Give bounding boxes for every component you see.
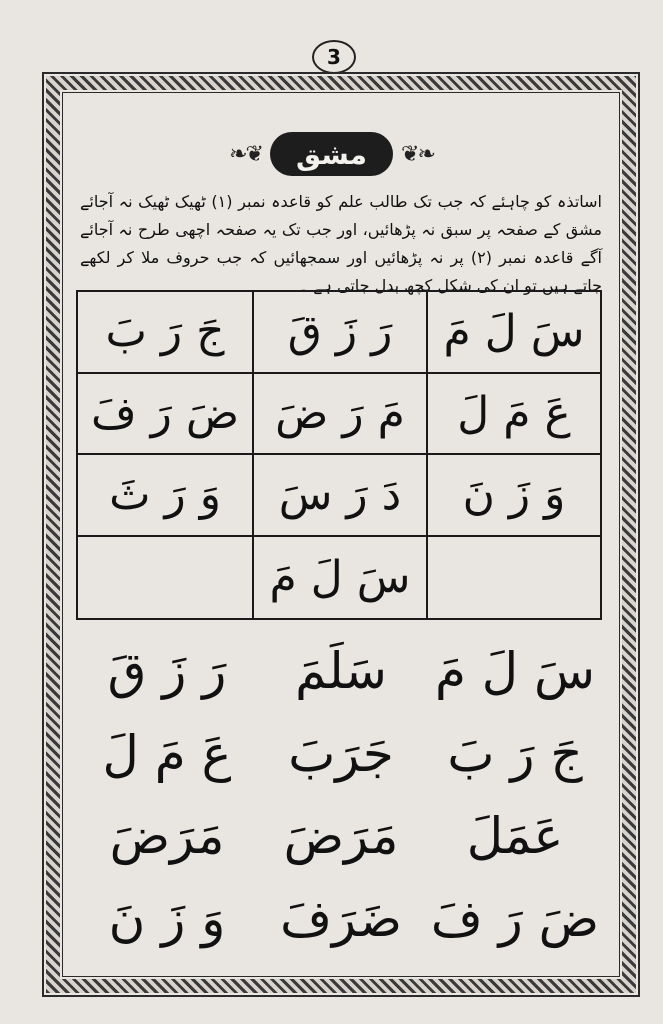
table-cell: سَ لَ مَ	[426, 292, 600, 374]
practice-word: مَرَضَ	[109, 807, 225, 866]
ornament-icon-right: ❦❧	[401, 141, 434, 167]
table-cell	[78, 537, 252, 619]
table-cell: وَ رَ ثَ	[78, 455, 252, 537]
page-number: 3	[312, 40, 356, 74]
practice-word: وَ زَ نَ	[108, 889, 226, 948]
table-cell: عَ مَ لَ	[426, 374, 600, 456]
practice-word: مَرَضَ	[283, 807, 399, 866]
table-cell: وَ زَ نَ	[426, 455, 600, 537]
table-cell: رَ زَ قَ	[252, 292, 426, 374]
table-cell: ضَ رَ فَ	[78, 374, 252, 456]
practice-word: رَ زَ قَ	[107, 642, 227, 701]
practice-word: جَ رَ بَ	[447, 724, 583, 783]
page-title: مشق	[270, 132, 393, 176]
table-cell: دَ رَ سَ	[252, 455, 426, 537]
practice-word: جَرَبَ	[288, 724, 394, 783]
table-cell: مَ رَ ضَ	[252, 374, 426, 456]
practice-word: سَ لَ مَ	[434, 642, 596, 701]
table-cell: جَ رَ بَ	[78, 292, 252, 374]
practice-word: سَلَمَ	[295, 642, 387, 701]
ornament-icon-left: ❧❦	[229, 141, 262, 167]
word-practice-list	[80, 630, 602, 960]
table-cell	[426, 537, 600, 619]
table-cell: سَ لَ مَ	[252, 537, 426, 619]
practice-word: ضَ رَ فَ	[430, 889, 600, 948]
practice-word: عَ مَ لَ	[102, 724, 232, 783]
practice-word: ضَرَفَ	[280, 889, 402, 948]
title-banner	[0, 128, 663, 180]
practice-word: عَمَلَ	[466, 807, 564, 866]
letter-table	[76, 290, 602, 620]
instruction-paragraph: اساتذہ کو چاہئے کہ جب تک طالب علم کو قاعدہ نمبر (۱) ٹھیک ٹھیک نہ آجائے مشق کے صفحہ پر سبق نہ پڑھائیں، اور جب تک یہ صفحہ اچھی طرح نہ آجائے آگے قاعدہ نمبر (۲) پر نہ پڑھائیں اور سمجھائیں کہ جب حروف ملا کر لکھے جاتے ہیں تو ان کی شکل کچھ بدل جاتی ہے ۔	[80, 192, 603, 295]
